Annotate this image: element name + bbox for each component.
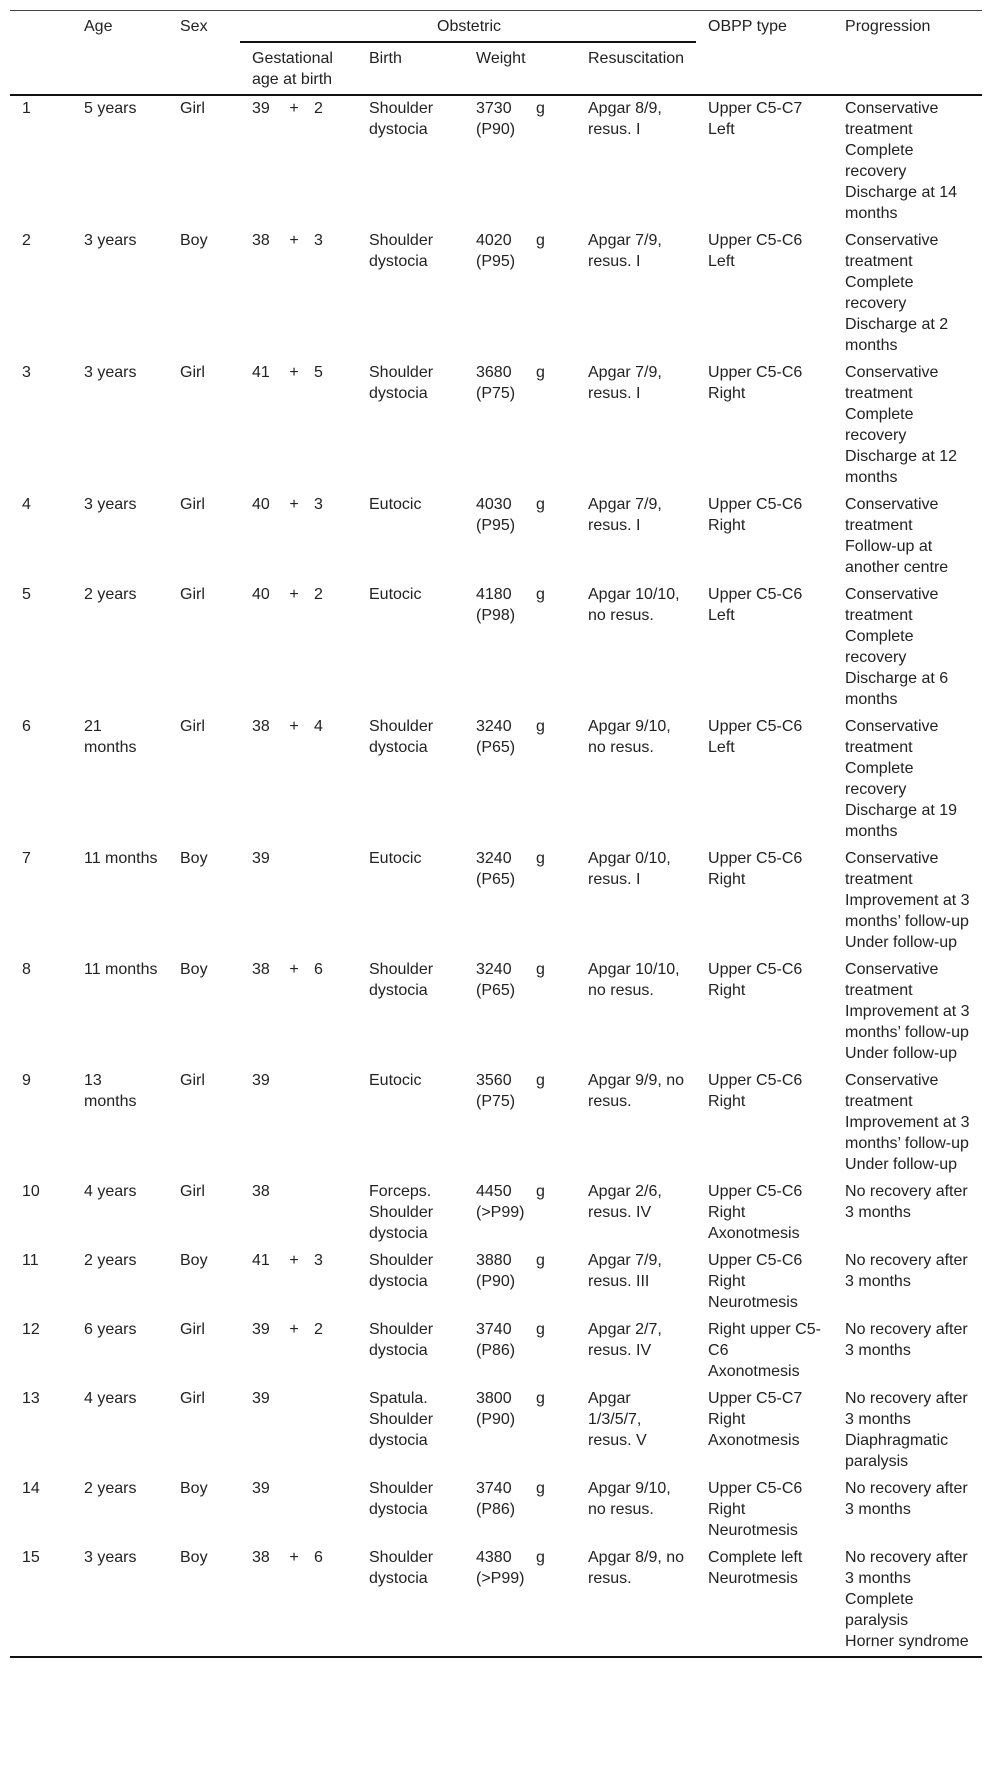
- cell-age: 3 years: [84, 364, 137, 381]
- table-row: [10, 492, 982, 582]
- ga-weeks: 38: [252, 718, 270, 735]
- header-index: [10, 11, 72, 96]
- weight-unit: g: [536, 1549, 545, 1566]
- weight-unit: g: [536, 364, 545, 381]
- cell-birth: Shoulder dystocia: [369, 1480, 434, 1518]
- weight-unit: g: [536, 100, 545, 117]
- cell-index: 4: [22, 496, 31, 513]
- cell-weight: [464, 957, 576, 1068]
- cell-birth: Forceps. Shoulder dystocia: [369, 1183, 434, 1242]
- cell-birth: Shoulder dystocia: [357, 1545, 464, 1657]
- header-age: Age: [72, 11, 168, 96]
- cell-index: 5: [22, 586, 31, 603]
- weight-percentile: (>P99): [476, 1204, 525, 1221]
- progression-line: No recovery after 3 months: [845, 1252, 968, 1290]
- cell-resuscitation: Apgar 7/9, resus. I: [588, 232, 662, 270]
- cell-age: 2 years: [84, 1252, 137, 1269]
- cell-age: 11 months: [84, 850, 158, 867]
- table-container: [10, 10, 982, 1658]
- ga-weeks: 38: [252, 1183, 270, 1200]
- ga-weeks: 40: [252, 586, 270, 603]
- weight-value: 3680: [476, 364, 512, 381]
- cell-gestational-age: [240, 846, 357, 957]
- table-row: [10, 1317, 982, 1386]
- ga-weeks: 39: [252, 1480, 270, 1497]
- weight-percentile: (P90): [476, 1273, 516, 1290]
- header-birth: Birth: [357, 42, 464, 95]
- table-row: [10, 360, 982, 492]
- cell-sex: Boy: [180, 1480, 208, 1497]
- progression-line: Discharge at 2 months: [845, 316, 949, 354]
- cell-index: 11: [22, 1252, 39, 1269]
- progression-line: Improvement at 3 months’ follow-up: [845, 1114, 970, 1152]
- cell-obpp-type: Upper C5-C6 Right Axonotmesis: [708, 1183, 803, 1242]
- progression-line: Conservative treatment: [845, 850, 939, 888]
- cell-age: 5 years: [84, 100, 137, 117]
- ga-weeks: 41: [252, 364, 270, 381]
- cell-weight: [464, 1068, 576, 1179]
- table-row: [10, 957, 982, 1068]
- cell-birth: Shoulder dystocia: [369, 718, 434, 756]
- cell-birth: Shoulder dystocia: [369, 232, 434, 270]
- cell-progression: [833, 1068, 982, 1179]
- cell-progression: [833, 1545, 982, 1657]
- cell-sex: Girl: [180, 364, 205, 381]
- cell-progression: [833, 957, 982, 1068]
- cell-obpp-type: Upper C5-C7 Right Axonotmesis: [708, 1390, 803, 1449]
- header-obstetric: Obstetric: [240, 11, 696, 43]
- cell-index: 2: [22, 232, 31, 249]
- cell-gestational-age: [240, 957, 357, 1068]
- progression-line: Complete recovery: [845, 760, 914, 798]
- ga-days: 2: [314, 100, 323, 117]
- cell-resuscitation: Apgar 1/3/5/7, resus. V: [588, 1390, 647, 1449]
- cell-gestational-age: [240, 1248, 357, 1317]
- cell-progression: [833, 846, 982, 957]
- cell-obpp-type: Upper C5-C7 Left: [708, 100, 803, 138]
- cell-age: 21 months: [84, 718, 137, 756]
- weight-unit: g: [536, 961, 545, 978]
- cell-obpp-type: Upper C5-C6 Left: [708, 232, 803, 270]
- cell-weight: [464, 1317, 576, 1386]
- weight-percentile: (P90): [476, 1411, 516, 1428]
- weight-unit: g: [536, 1183, 545, 1200]
- weight-percentile: (P90): [476, 121, 516, 138]
- weight-value: 4020: [476, 232, 512, 249]
- cell-sex: Girl: [180, 718, 205, 735]
- cell-index: 14: [22, 1480, 40, 1497]
- ga-plus: +: [289, 100, 299, 117]
- ga-weeks: 38: [252, 1549, 270, 1566]
- cell-sex: Girl: [180, 1321, 205, 1338]
- weight-value: 4180: [476, 586, 512, 603]
- ga-days: 2: [314, 586, 323, 603]
- table-row: [10, 1476, 982, 1545]
- ga-days: 3: [314, 1252, 323, 1269]
- table-row: [10, 95, 982, 228]
- weight-percentile: (P75): [476, 385, 516, 402]
- weight-percentile: (P95): [476, 253, 516, 270]
- cell-sex: Girl: [180, 1072, 205, 1089]
- weight-percentile: (P65): [476, 982, 516, 999]
- cell-progression: [833, 1476, 982, 1545]
- header-resuscitation: Resuscitation: [576, 42, 696, 95]
- weight-value: 3880: [476, 1252, 512, 1269]
- cell-index: 15: [10, 1545, 72, 1657]
- cell-index: 9: [22, 1072, 31, 1089]
- cell-sex: Girl: [180, 1390, 205, 1407]
- progression-line: Diaphragmatic paralysis: [845, 1432, 949, 1470]
- cell-sex: Girl: [180, 1183, 205, 1200]
- weight-unit: g: [536, 496, 545, 513]
- cell-index: 13: [22, 1390, 40, 1407]
- cell-index: 10: [22, 1183, 40, 1200]
- cell-age: 3 years: [84, 496, 137, 513]
- weight-unit: g: [536, 718, 545, 735]
- header-gestational-age: Gestational age at birth: [240, 42, 357, 95]
- cell-index: 7: [22, 850, 31, 867]
- weight-percentile: (P86): [476, 1342, 516, 1359]
- cell-index: 1: [22, 100, 31, 117]
- cell-gestational-age: [240, 492, 357, 582]
- cell-progression: [833, 95, 982, 228]
- progression-line: Discharge at 12 months: [845, 448, 958, 486]
- cell-resuscitation: Apgar 2/6, resus. IV: [588, 1183, 662, 1221]
- ga-weeks: 38: [252, 232, 270, 249]
- weight-value: 4450: [476, 1183, 512, 1200]
- progression-line: Discharge at 19 months: [845, 802, 958, 840]
- cell-birth: Shoulder dystocia: [369, 1321, 434, 1359]
- table-header: [10, 11, 982, 96]
- cell-weight: [464, 228, 576, 360]
- progression-line: Improvement at 3 months’ follow-up: [845, 892, 970, 930]
- cell-gestational-age: [240, 1476, 357, 1545]
- progression-line: Conservative treatment: [845, 961, 939, 999]
- cell-birth: Eutocic: [369, 586, 422, 603]
- cell-progression: [833, 1179, 982, 1248]
- cell-obpp-type: Upper C5-C6 Left: [708, 718, 803, 756]
- cell-birth: Shoulder dystocia: [369, 961, 434, 999]
- cell-obpp-type: Upper C5-C6 Right: [708, 850, 803, 888]
- cell-sex: Girl: [180, 100, 205, 117]
- cell-weight: [464, 582, 576, 714]
- cell-progression: [833, 228, 982, 360]
- ga-days: 6: [314, 1549, 323, 1566]
- cell-obpp-type: Upper C5-C6 Right: [708, 961, 803, 999]
- cell-progression: [833, 714, 982, 846]
- cell-gestational-age: [240, 1386, 357, 1476]
- progression-line: No recovery after 3 months: [845, 1549, 968, 1587]
- cell-gestational-age: [240, 95, 357, 228]
- cell-age: 6 years: [84, 1321, 137, 1338]
- cell-birth: Spatula. Shoulder dystocia: [369, 1390, 434, 1449]
- weight-percentile: (P86): [476, 1501, 516, 1518]
- weight-value: 3740: [476, 1321, 512, 1338]
- cell-sex: Boy: [180, 1252, 208, 1269]
- cell-gestational-age: [240, 582, 357, 714]
- ga-days: 4: [314, 718, 323, 735]
- progression-line: Discharge at 6 months: [845, 670, 949, 708]
- weight-percentile: (P65): [476, 871, 516, 888]
- cell-progression: [833, 1248, 982, 1317]
- cell-progression: [833, 582, 982, 714]
- cell-resuscitation: Apgar 7/9, resus. I: [588, 496, 662, 534]
- cell-gestational-age: [240, 1179, 357, 1248]
- weight-value: 3240: [476, 850, 512, 867]
- cell-gestational-age: [240, 228, 357, 360]
- cell-resuscitation: Apgar 9/9, no resus.: [588, 1072, 685, 1110]
- weight-unit: g: [536, 1321, 545, 1338]
- progression-line: Conservative treatment: [845, 586, 939, 624]
- cell-age: 2 years: [84, 1480, 137, 1497]
- cell-resuscitation: Apgar 0/10, resus. I: [588, 850, 671, 888]
- cell-birth: Shoulder dystocia: [369, 100, 434, 138]
- cell-resuscitation: Apgar 2/7, resus. IV: [588, 1321, 662, 1359]
- progression-line: Under follow-up: [845, 934, 958, 951]
- cell-sex: Girl: [180, 586, 205, 603]
- ga-plus: +: [289, 718, 299, 735]
- progression-line: No recovery after 3 months: [845, 1390, 968, 1428]
- progression-line: Discharge at 14 months: [845, 184, 958, 222]
- ga-days: 3: [314, 232, 323, 249]
- cell-resuscitation: Apgar 7/9, resus. III: [588, 1252, 662, 1290]
- ga-weeks: 39: [252, 100, 270, 117]
- progression-line: Conservative treatment: [845, 496, 939, 534]
- weight-percentile: (P65): [476, 739, 516, 756]
- cell-resuscitation: Apgar 10/10, no resus.: [588, 961, 680, 999]
- weight-value: 4030: [476, 496, 512, 513]
- progression-line: Complete recovery: [845, 628, 914, 666]
- table-row: [10, 1179, 982, 1248]
- cell-sex: Boy: [180, 961, 208, 978]
- cell-age: 4 years: [84, 1183, 137, 1200]
- cell-age: 3 years: [84, 232, 137, 249]
- cell-resuscitation: Apgar 10/10, no resus.: [588, 586, 680, 624]
- weight-value: 3240: [476, 961, 512, 978]
- table-row: [10, 1545, 982, 1657]
- ga-weeks: 39: [252, 1072, 270, 1089]
- weight-unit: g: [536, 1390, 545, 1407]
- weight-percentile: (>P99): [476, 1570, 525, 1587]
- cell-resuscitation: Apgar 8/9, no resus.: [576, 1545, 696, 1657]
- cell-obpp-type: Upper C5-C6 Left: [708, 586, 803, 624]
- cell-gestational-age: [240, 1317, 357, 1386]
- cell-birth: Eutocic: [369, 850, 422, 867]
- cell-resuscitation: Apgar 8/9, resus. I: [588, 100, 662, 138]
- cell-gestational-age: [240, 1068, 357, 1179]
- weight-percentile: (P95): [476, 517, 516, 534]
- weight-value: 3740: [476, 1480, 512, 1497]
- cell-birth: Shoulder dystocia: [369, 1252, 434, 1290]
- cell-obpp-type: Upper C5-C6 Right: [708, 364, 803, 402]
- ga-plus: +: [289, 961, 299, 978]
- progression-line: Improvement at 3 months’ follow-up: [845, 1003, 970, 1041]
- ga-days: 3: [314, 496, 323, 513]
- cell-weight: [464, 1248, 576, 1317]
- cell-weight: [464, 95, 576, 228]
- progression-line: Complete paralysis: [845, 1591, 914, 1629]
- cell-progression: [833, 360, 982, 492]
- cell-obpp-type: Upper C5-C6 Right: [708, 496, 803, 534]
- header-weight: Weight: [464, 42, 576, 95]
- cell-obpp-type: Upper C5-C6 Right: [708, 1072, 803, 1110]
- ga-plus: +: [289, 364, 299, 381]
- progression-line: Conservative treatment: [845, 718, 939, 756]
- cell-age: 4 years: [84, 1390, 137, 1407]
- cell-resuscitation: Apgar 7/9, resus. I: [588, 364, 662, 402]
- cell-age: 13 months: [84, 1072, 137, 1110]
- table-row: [10, 1386, 982, 1476]
- table-row: [10, 228, 982, 360]
- progression-line: Complete recovery: [845, 274, 914, 312]
- ga-weeks: 41: [252, 1252, 270, 1269]
- cell-resuscitation: Apgar 9/10, no resus.: [588, 718, 671, 756]
- header-obpp-type: OBPP type: [696, 11, 833, 96]
- ga-weeks: 38: [252, 961, 270, 978]
- weight-value: 3560: [476, 1072, 512, 1089]
- progression-line: Conservative treatment: [845, 232, 939, 270]
- progression-line: Conservative treatment: [845, 1072, 939, 1110]
- cell-resuscitation: Apgar 9/10, no resus.: [588, 1480, 671, 1518]
- cell-birth: Shoulder dystocia: [369, 364, 434, 402]
- cell-weight: [464, 1179, 576, 1248]
- cell-weight: [464, 1386, 576, 1476]
- progression-line: Follow-up at another centre: [845, 538, 949, 576]
- cell-sex: Boy: [168, 1545, 240, 1657]
- table-row: [10, 582, 982, 714]
- cell-age: 11 months: [84, 961, 158, 978]
- cell-sex: Boy: [180, 850, 208, 867]
- patients-table: [10, 10, 982, 1658]
- weight-unit: g: [536, 232, 545, 249]
- cell-weight: [464, 1476, 576, 1545]
- weight-value: 3730: [476, 100, 512, 117]
- cell-index: 3: [22, 364, 31, 381]
- weight-unit: g: [536, 586, 545, 603]
- weight-unit: g: [536, 850, 545, 867]
- progression-line: No recovery after 3 months: [845, 1480, 968, 1518]
- ga-plus: +: [289, 586, 299, 603]
- cell-gestational-age: [240, 360, 357, 492]
- table-body: [10, 95, 982, 1657]
- cell-weight: [464, 714, 576, 846]
- header-progression: Progression: [833, 11, 982, 96]
- ga-weeks: 40: [252, 496, 270, 513]
- cell-birth: Eutocic: [369, 496, 422, 513]
- ga-plus: +: [289, 1252, 299, 1269]
- weight-percentile: (P75): [476, 1093, 516, 1110]
- progression-line: Under follow-up: [845, 1156, 958, 1173]
- cell-progression: [833, 1386, 982, 1476]
- cell-sex: Boy: [180, 232, 208, 249]
- cell-weight: [464, 846, 576, 957]
- progression-line: Horner syndrome: [845, 1633, 969, 1650]
- cell-gestational-age: [240, 714, 357, 846]
- ga-weeks: 39: [252, 1321, 270, 1338]
- cell-obpp-type: Upper C5-C6 Right Neurotmesis: [708, 1252, 803, 1311]
- weight-unit: g: [536, 1072, 545, 1089]
- table-row: [10, 714, 982, 846]
- weight-unit: g: [536, 1252, 545, 1269]
- ga-plus: +: [289, 232, 299, 249]
- progression-line: Under follow-up: [845, 1045, 958, 1062]
- cell-obpp-type: Right upper C5-C6 Axonotmesis: [708, 1321, 821, 1380]
- progression-line: Complete recovery: [845, 406, 914, 444]
- progression-line: Conservative treatment: [845, 100, 939, 138]
- ga-days: 5: [314, 364, 323, 381]
- cell-gestational-age: [240, 1545, 357, 1657]
- cell-index: 8: [22, 961, 31, 978]
- progression-line: No recovery after 3 months: [845, 1183, 968, 1221]
- weight-unit: g: [536, 1480, 545, 1497]
- cell-obpp-type: Complete left Neurotmesis: [696, 1545, 833, 1657]
- ga-days: 2: [314, 1321, 323, 1338]
- ga-plus: +: [289, 496, 299, 513]
- progression-line: Conservative treatment: [845, 364, 939, 402]
- cell-weight: [464, 492, 576, 582]
- cell-weight: [464, 1545, 576, 1657]
- weight-percentile: (P98): [476, 607, 516, 624]
- cell-age: 2 years: [84, 586, 137, 603]
- cell-sex: Girl: [180, 496, 205, 513]
- cell-progression: [833, 492, 982, 582]
- cell-progression: [833, 1317, 982, 1386]
- header-sex: Sex: [168, 11, 240, 96]
- ga-weeks: 39: [252, 850, 270, 867]
- table-row: [10, 1068, 982, 1179]
- table-row: [10, 1248, 982, 1317]
- ga-weeks: 39: [252, 1390, 270, 1407]
- cell-weight: [464, 360, 576, 492]
- table-row: [10, 846, 982, 957]
- cell-index: 12: [22, 1321, 40, 1338]
- progression-line: No recovery after 3 months: [845, 1321, 968, 1359]
- weight-value: 4380: [476, 1549, 512, 1566]
- ga-days: 6: [314, 961, 323, 978]
- weight-value: 3800: [476, 1390, 512, 1407]
- ga-plus: +: [289, 1549, 299, 1566]
- cell-birth: Eutocic: [369, 1072, 422, 1089]
- cell-obpp-type: Upper C5-C6 Right Neurotmesis: [708, 1480, 803, 1539]
- weight-value: 3240: [476, 718, 512, 735]
- ga-plus: +: [289, 1321, 299, 1338]
- cell-index: 6: [22, 718, 31, 735]
- progression-line: Complete recovery: [845, 142, 914, 180]
- cell-age: 3 years: [72, 1545, 168, 1657]
